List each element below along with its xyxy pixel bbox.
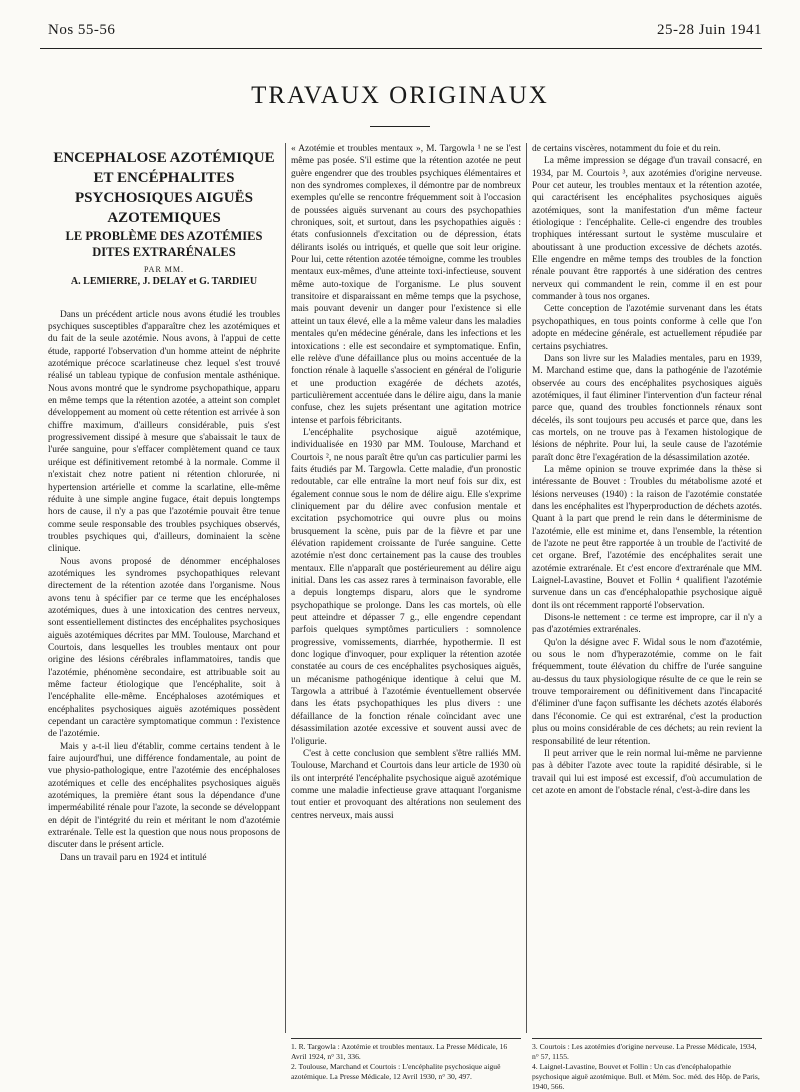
footnote: 2. Toulouse, Marchand et Courtois : L'encéphalite psychosique aiguë azotémique. La Presse Médicale, 12 Avril 1930, n° 30, 497. [291, 1062, 501, 1081]
paragraph: Dans son livre sur les Maladies mentales, paru en 1939, M. Marchand estime que, dans la pathogénie de l'azotémie observée au cours des encéphalites psychosiques aiguës azotémiques, il faut éliminer l'intervention d'un facteur rénal parce que, quand des troubles fonctionnels rénaux sont décelés, ils sont toujours peu accusés et parce que, dans les cas mortels, on ne trouve pas à l'examen histologique de lésions de néphrite. Pour lui, la seule cause de l'azotémie paraît donc être l'exagération de la désassimilation azotée. [532, 353, 762, 463]
footnotes-col3 [532, 1042, 762, 1092]
paragraph: Mais y a-t-il lieu d'établir, comme certains tendent à le faire aujourd'hui, une différence fondamentale, au point de vue physio-pathologique, entre l'azotémie des encéphaloses azotémiques et celle des encéphalites psychosiques aiguës azotémiques, la première étant sous la dépendance d'une imperméabilité rénale pour l'azote, la seconde se développant en dépit de l'intégrité du rein et méritant le nom d'azotémie extrarénale. Telle est la question que nous nous proposons de discuter dans le présent article. [48, 741, 280, 851]
paragraph: L'encéphalite psychosique aiguë azotémique, individualisée en 1930 par MM. Toulouse, Marchand et Courtois ², ne nous paraît être qu'un cas particulier parmi les faits étudiés par M. Targowla. Cette maladie, d'un pronostic redoutable, car elle entraîne la mort neuf fois sur dix, est également connue sous le nom de délire aigu. Elle s'exprime cliniquement par du délire avec confusion mentale et excitation psychomotrice qui ouvre plus ou moins brusquement la scène, puis par de la fièvre et par une élévation rapidement croissante de l'urée sanguine. Cette azotémie n'est donc certainement pas la cause des troubles mentaux. Elle n'apparaît que postérieurement au délire aigu initial. Dans les cas assez rares à terminaison favorable, elle a depuis longtemps disparu, alors que le syndrome psychopathique se prolonge. Dans les cas mortels, où elle peut atteindre et dépasser 7 g., elle engendre cependant parfois quelques symptômes particuliers : somnolence progressive, vomissements, diarrhée, hypothermie. Il est donc logique d'invoquer, pour expliquer la rétention azotée constatée au cours de ces encéphalites psychosiques aiguës, un mécanisme pathogénique identique à celui que M. Targowla a attribué à l'azotémie éventuellement observée dans les états psychopathiques les plus divers : une défaillance de la fonction rénale coïncidant avec une désassimilation azotée excessive et souvent aussi avec de l'oligurie. [291, 427, 521, 747]
article-title-line: ET ENCÉPHALITES [93, 170, 235, 186]
column-2 [291, 143, 521, 822]
issue-date: 25-28 Juin 1941 [657, 22, 762, 38]
section-title: TRAVAUX ORIGINAUX [251, 82, 549, 109]
article-title-line: PSYCHOSIQUES AIGUËS [75, 190, 253, 206]
column-3 [532, 143, 762, 797]
paragraph: Dans un travail paru en 1924 et intitulé [60, 852, 207, 863]
column-1 [48, 148, 280, 864]
article-title-line: AZOTEMIQUES [107, 210, 221, 226]
paragraph: La même impression se dégage d'un travail consacré, en 1934, par M. Courtois ³, aux azotémies d'origine nerveuse. Pour cet auteur, les troubles mentaux et la rétention azotée, qui caractérisent les encéphalites psychosiques aiguës azotémiques, sont la manifestation d'un même facteur étiologique : l'encéphalite. Celle-ci engendre des troubles trophiques intéressant surtout le système musculaire et aboutissant à une production excessive de déchets azotés. Elle engendre en même temps des troubles de la fonction rénale pouvant être rapportés à une sidération des centres nerveux qui commandent le rein, comme il en est pour commander à tous nos organes. [532, 156, 762, 303]
article-authors: A. LEMIERRE, J. DELAY et G. TARDIEU [70, 276, 258, 288]
column-divider [285, 143, 286, 1033]
header-rule [40, 48, 762, 49]
paragraph: « Azotémie et troubles mentaux », M. Targowla ¹ ne se l'est même pas posée. S'il estime que la rétention azotée ne peut guère engendrer que des troubles psychiques élémentaires et non des syndromes complexes, il démontre par de nombreux exemples qu'elle se rencontre fréquemment soit à l'occasion de poussées aiguës survenant au cours des psychopathies chroniques, soit, et surtout, dans les psychopathies aiguës : états confusionnels d'excitation ou de dépression, états délirants isolés ou intriqués, et quelle que soit leur origine. Pour lui, cette rétention azotée témoigne, comme les troubles mentaux eux-mêmes, d'une atteinte toxi-infectieuse, souvent même auto-toxique de l'organisme. Le plus souvent transitoire et disparaissant en même temps que la psychose, mais pouvant devenir un danger pour l'existence si elle atteint un taux élevé, elle a la même valeur dans les maladies mentales qu'en médecine générale, dans les infections et les intoxications : elle est secondaire et symptomatique. Enfin, elle relève d'une défaillance plus ou moins accentuée de la fonction rénale à laquelle s'associent en général de l'oligurie et une production exagérée de déchets azotés, particulièrement accentuée dans le délire aigu, dans la manie confuse, chez les sujets présentant une agitation motrice intense et parfois fébricitants. [291, 144, 521, 426]
title-underline [370, 126, 430, 127]
footnote: 4. Laignel-Lavastine, Bouvet et Follin : Un cas d'encéphalopathie psychosique aiguë azotémique. Bull. et Mém. Soc. méd. des Hôp. de Paris, 1940, 566. [532, 1062, 760, 1091]
article-title-line: ENCEPHALOSE AZOTÉMIQUE [53, 150, 275, 166]
paragraph: Cette conception de l'azotémie survenant dans les états psychopathiques, en tous points conforme à celle que l'on adopte en médecine générale, est actuellement répudiée par certains psychiatres. [532, 304, 762, 352]
issue-number: Nos 55-56 [48, 22, 116, 38]
column-divider [526, 143, 527, 1033]
paragraph: La même opinion se trouve exprimée dans la thèse si intéressante de Bouvet : Troubles du métabolisme azoté et lésions nerveuses (1940) : la raison de l'azotémie constatée dans les encéphalites est l'hyperproduction de déchets azotés. Quant à la part que prend le rein dans le déterminisme de l'azotémie, elle est minime et, dans l'ensemble, la rétention de l'azote ne peut être rapportée à un trouble de l'activité de cet organe. Bref, l'azotémie des encéphalites serait une azotémie extrarénale. Et c'est encore d'extrarénale que MM. Laignel-Lavastine, Bouvet et Follin ⁴ qualifient l'azotémie survenue dans un cas d'encéphalopathie psychosique aiguë dont ils ont récemment rapporté l'observation. [532, 464, 762, 611]
article-subtitle-line: LE PROBLÈME DES AZOTÉMIES [65, 229, 263, 243]
footnote-rule [291, 1038, 521, 1039]
paragraph: de certains viscères, notamment du foie et du rein. [532, 144, 721, 154]
paragraph: Qu'on la désigne avec F. Widal sous le nom d'azotémie, ou sous le nom d'hyperazotémie, comme on le fait fréquemment, toute élévation du chiffre de l'urée sanguine au-dessus du taux physiologique résulte de ce que le rein se trouve temporairement ou définitivement dans l'incapacité d'éliminer d'une façon suffisante les déchets azotés élaborés dans l'économie. Ce qui est extrarénal, c'est la production plus ou moins considérable de ces déchets; au rein revient la responsabilité de leur rétention. [532, 637, 762, 747]
footnote: 1. R. Targowla : Azotémie et troubles mentaux. La Presse Médicale, 16 Avril 1924, n° 31, 336. [291, 1042, 508, 1061]
footnotes-col2 [291, 1042, 521, 1082]
paragraph: Disons-le nettement : ce terme est impropre, car il n'y a pas d'azotémies extrarénales. [532, 613, 762, 636]
paragraph: Il peut arriver que le rein normal lui-même ne parvienne pas à débiter l'azote avec toute la rapidité désirable, si le travail qui lui est imposé est excessif, d'où accumulation de cet azote en amont de l'obstacle rénal, c'est-à-dire dans les [532, 748, 762, 796]
paragraph: Dans un précédent article nous avons étudié les troubles psychiques susceptibles d'apparaître chez les azotémiques et du fait de la seule azotémie. Nous avons, à l'appui de cette étude, rapporté l'observation d'un homme atteint de néphrite azotémique précoce scarlatineuse chez lequel s'est trouvé réalisé un tableau typique de confusion mentale asthénique. Nous avons montré que le syndrome psychopathique, apparu en même temps que la rétention azotée, a atteint son complet développement au moment où cette rétention est arrivée à son chiffre maximum, d'ailleurs considérable, puis s'est progressivement dissipé à mesure que s'abaissait le taux de l'urée sanguine, pour s'effacer complètement quand ce taux uréique est définitivement retombé à la normale. Comme il n'existait chez notre patient ni rétention chlorurée, ni hypertension artérielle et comme la scarlatine, elle-même réduite à une simple angine fugace, était depuis longtemps hors de cause, il n'y a pas que l'azotémie pouvait être tenue comme seule responsable des troubles psychiques observés, troubles psychiques qui, d'ailleurs, dominaient la scène clinique. [48, 309, 280, 555]
paragraph: C'est à cette conclusion que semblent s'être ralliés MM. Toulouse, Marchand et Courtois dans leur article de 1930 où ils ont interprété l'encéphalite psychosique aiguë azotémique comme une maladie infectieuse grave attaquant l'organisme tout entier et provoquant des altérations non seulement des centres nerveux, mais aussi [291, 748, 521, 821]
footnote-rule [532, 1038, 762, 1039]
footnote: 3. Courtois : Les azotémies d'origine nerveuse. La Presse Médicale, 1934, n° 57, 1155. [532, 1042, 757, 1061]
paragraph: Nous avons proposé de dénommer encéphaloses azotémiques les syndromes psychopathiques relevant directement de la rétention azotée dans l'organisme. Nous avons tenu à spécifier par ce terme que les encéphaloses azotémiques, dues à une intoxication des centres nerveux, sont essentiellement distinctes des encéphalites psychosiques aiguës azotémiques décrites par MM. Toulouse, Marchand et Courtois, dans lesquelles les troubles mentaux ont pour origine des lésions cérébrales inflammatoires, tandis que l'azotémie, phénomène secondaire, est attribuable soit au même facteur étiologique que l'encéphalite, soit à l'encéphalite elle-même. Encéphaloses azotémiques et encéphalites psychosiques aiguës azotémiques possèdent cependant un caractère symptomatique commun : l'existence de l'azotémie. [48, 556, 280, 740]
article-subtitle-line: DITES EXTRARÉNALES [92, 245, 236, 259]
byline-prefix: PAR MM. [143, 265, 185, 274]
